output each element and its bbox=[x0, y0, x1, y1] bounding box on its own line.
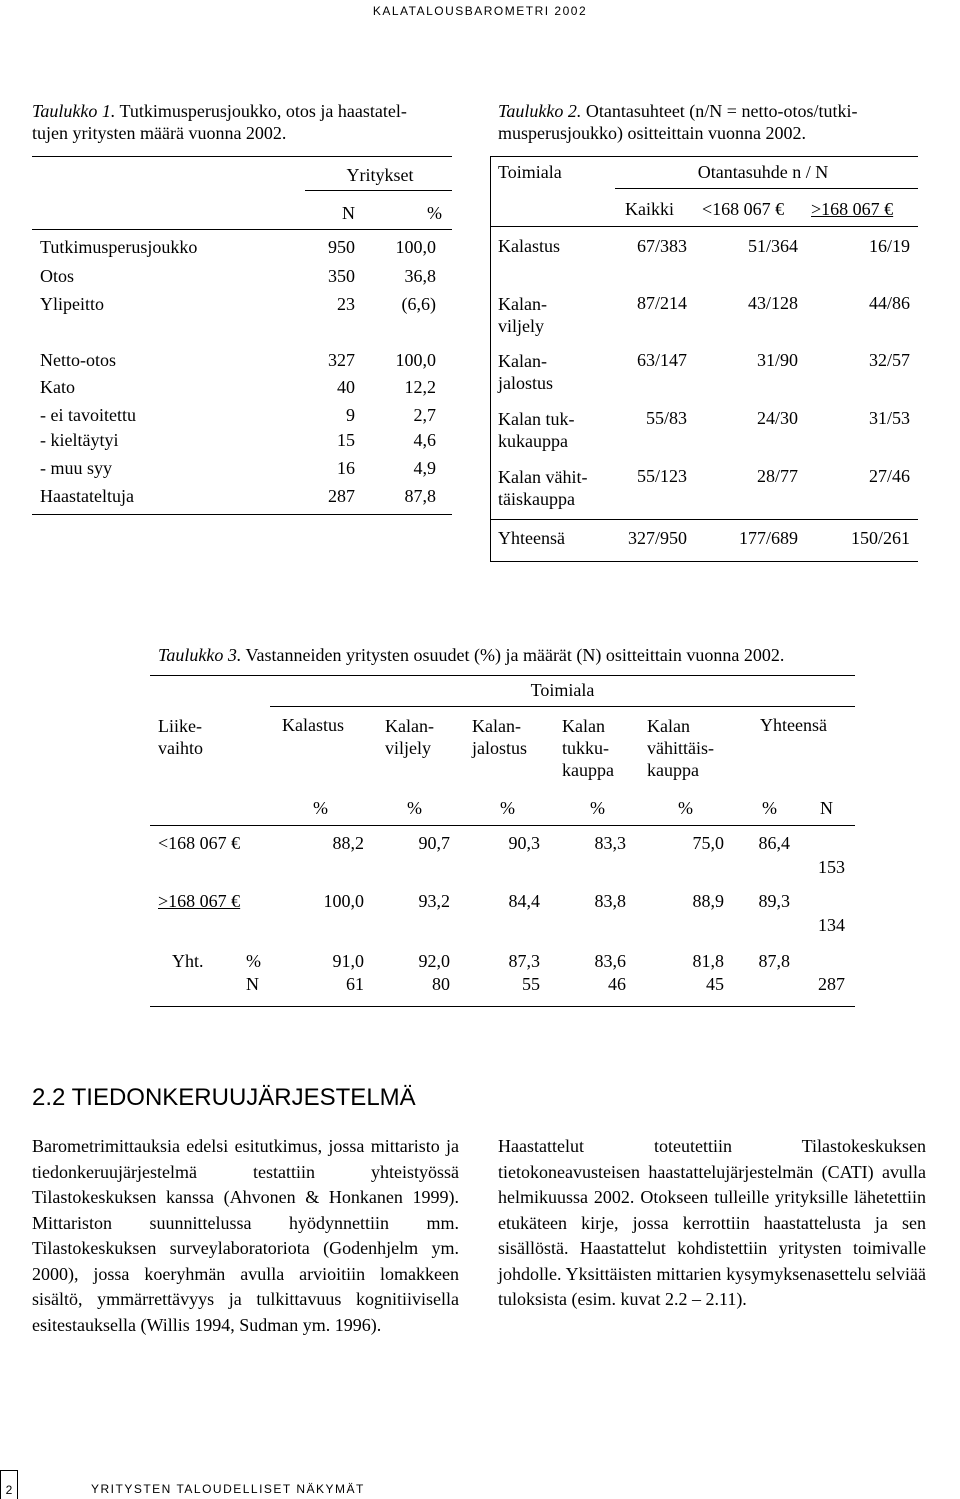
section-title: TIEDONKERUUJÄRJESTELMÄ bbox=[71, 1084, 416, 1111]
table3-col-kalastus: Kalastus bbox=[282, 715, 344, 735]
table2-caption-line1: Otantasuhteet (n/N = netto-otos/tutki- bbox=[585, 101, 858, 121]
table1-row-label: Haastateltuja bbox=[40, 486, 134, 506]
table2-row-small: 51/364 bbox=[747, 236, 798, 256]
table1-row-label: - muu syy bbox=[40, 458, 112, 478]
table2-row-large: 16/19 bbox=[868, 236, 910, 256]
table3-total-n-label: N bbox=[246, 974, 259, 994]
table2-row-small: 31/90 bbox=[756, 350, 798, 370]
table3-row-label: >168 067 € bbox=[158, 891, 241, 911]
footer-text: YRITYSTEN TALOUDELLISET NÄKYMÄT bbox=[91, 1482, 365, 1496]
table3-cell: 46 bbox=[608, 974, 626, 994]
table2-total-label: Yhteensä bbox=[498, 528, 565, 548]
table2-col-large: >168 067 € bbox=[811, 199, 894, 219]
table3-unit: % bbox=[678, 798, 693, 818]
table1-row-n: 350 bbox=[328, 266, 355, 286]
table2-row-label: Kalan tuk- kukauppa bbox=[498, 409, 575, 451]
table1-caption-line2: tujen yritysten määrä vuonna 2002. bbox=[32, 123, 287, 143]
table3-cell: 88,2 bbox=[332, 833, 364, 853]
table2-total-large: 150/261 bbox=[850, 528, 910, 548]
table3-total-pct-label: % bbox=[246, 951, 261, 971]
table3-cell: 87,3 bbox=[508, 951, 540, 971]
table3-top-rule bbox=[150, 675, 855, 676]
table1-caption-label: Taulukko 1. bbox=[32, 101, 116, 121]
table2-bottom-rule bbox=[490, 561, 918, 562]
table3-cell: 88,9 bbox=[692, 891, 724, 911]
table3-cell: 84,4 bbox=[508, 891, 540, 911]
table1-row-n: 327 bbox=[328, 350, 355, 370]
table1-row-pct: 12,2 bbox=[404, 377, 436, 397]
table2-row-kaikki: 55/83 bbox=[645, 408, 687, 428]
table3-col-jalostus: Kalan- jalostus bbox=[472, 716, 528, 758]
table3-cell: 92,0 bbox=[418, 951, 450, 971]
table1-row-n: 40 bbox=[337, 377, 355, 397]
table2-row-kaikki: 87/214 bbox=[636, 293, 687, 313]
table2-row-small: 28/77 bbox=[756, 466, 798, 486]
table1-row-n: 23 bbox=[337, 294, 355, 314]
table3-caption-label: Taulukko 3. bbox=[158, 645, 242, 665]
table1-row-label: - kieltäytyi bbox=[40, 430, 119, 450]
table3-cell: 90,7 bbox=[418, 833, 450, 853]
table3-unit: % bbox=[407, 798, 422, 818]
table1-row-label: - ei tavoitettu bbox=[40, 405, 136, 425]
table1-row-pct: 100,0 bbox=[395, 237, 436, 257]
table1-group-header: Yritykset bbox=[346, 165, 414, 185]
table3-header-rule bbox=[150, 825, 855, 826]
table3-unit: N bbox=[820, 798, 833, 818]
table3-total-label: Yht. bbox=[172, 951, 204, 971]
table3-unit: % bbox=[590, 798, 605, 818]
table1-col-pct: % bbox=[427, 203, 442, 223]
table2-row-large: 31/53 bbox=[868, 408, 910, 428]
table1-row-n: 9 bbox=[346, 405, 355, 425]
table2-header-rule bbox=[490, 226, 918, 227]
table3-unit: % bbox=[500, 798, 515, 818]
table1-row-pct: 36,8 bbox=[404, 266, 436, 286]
table3-cell: 75,0 bbox=[692, 833, 724, 853]
table3-cell: 91,0 bbox=[332, 951, 364, 971]
table2-caption-line2: musperusjoukko) ositteittain vuonna 2002. bbox=[498, 123, 806, 143]
table3-cell-n: 153 bbox=[818, 857, 845, 877]
table3-caption-text: Vastanneiden yritysten osuudet (%) ja määrät (N) ositteittain vuonna 2002. bbox=[245, 645, 785, 665]
table2-total-rule bbox=[490, 519, 918, 520]
table2-group-header: Otantasuhde n / N bbox=[697, 162, 829, 182]
table2-row-small: 43/128 bbox=[747, 293, 798, 313]
table3-cell: 80 bbox=[432, 974, 450, 994]
running-header: KALATALOUSBAROMETRI 2002 bbox=[372, 4, 588, 18]
section-heading bbox=[32, 1084, 416, 1112]
table2-col-toimiala: Toimiala bbox=[498, 162, 562, 182]
table1-row-n: 15 bbox=[337, 430, 355, 450]
table2-caption-label: Taulukko 2. bbox=[498, 101, 582, 121]
page-number: 2 bbox=[5, 1483, 13, 1497]
table1-row-pct: 4,6 bbox=[413, 430, 436, 450]
table3-unit: % bbox=[762, 798, 777, 818]
table2-col-kaikki: Kaikki bbox=[625, 199, 674, 219]
table3-cell: 93,2 bbox=[418, 891, 450, 911]
table1-caption-line1: Tutkimusperusjoukko, otos ja haastatel- bbox=[119, 101, 407, 121]
table1-bottom-rule bbox=[32, 514, 452, 515]
table1-row-pct: (6,6) bbox=[401, 294, 436, 314]
table3-unit: % bbox=[313, 798, 328, 818]
table1-header-rule bbox=[32, 229, 452, 230]
table3-cell: 89,3 bbox=[758, 891, 790, 911]
table2-row-label: Kalan- viljely bbox=[498, 294, 547, 336]
table1-row-label: Ylipeitto bbox=[40, 294, 104, 314]
table3-cell-n: 134 bbox=[818, 915, 845, 935]
table3-row-header: Liike- vaihto bbox=[158, 716, 203, 758]
section-number: 2.2 bbox=[32, 1084, 66, 1111]
table3-col-yhteensa: Yhteensä bbox=[760, 715, 827, 735]
table2-row-large: 32/57 bbox=[868, 350, 910, 370]
table1-row-n: 950 bbox=[328, 237, 355, 257]
table1-top-rule bbox=[32, 156, 452, 157]
table3-cell: 83,3 bbox=[594, 833, 626, 853]
table2-col-small: <168 067 € bbox=[702, 199, 785, 219]
table1-row-pct: 2,7 bbox=[413, 405, 436, 425]
table1-row-label: Kato bbox=[40, 377, 75, 397]
table3-cell: 287 bbox=[818, 974, 845, 994]
table3-cell: 90,3 bbox=[508, 833, 540, 853]
table2-total-kaikki: 327/950 bbox=[627, 528, 687, 548]
table3-cell: 87,8 bbox=[758, 951, 790, 971]
table1-row-label: Otos bbox=[40, 266, 75, 286]
table2-row-small: 24/30 bbox=[756, 408, 798, 428]
table1-group-rule bbox=[305, 190, 452, 191]
table2-row-kaikki: 67/383 bbox=[636, 236, 687, 256]
table3-bottom-rule bbox=[150, 1006, 855, 1007]
table2-row-label: Kalastus bbox=[498, 236, 560, 256]
table3-cell: 100,0 bbox=[323, 891, 364, 911]
table3-col-vahittaiskauppa: Kalan vähittäis- kauppa bbox=[647, 716, 714, 780]
table2-total-small: 177/689 bbox=[738, 528, 798, 548]
table3-col-viljely: Kalan- viljely bbox=[385, 716, 434, 758]
page-number-box bbox=[0, 1470, 18, 1499]
table3-group-rule bbox=[270, 706, 855, 707]
table2-top-rule bbox=[490, 156, 918, 157]
table3-cell: 55 bbox=[522, 974, 540, 994]
table3-cell: 61 bbox=[346, 974, 364, 994]
table3-cell: 81,8 bbox=[692, 951, 724, 971]
table3-col-tukkukauppa: Kalan tukku- kauppa bbox=[562, 716, 614, 780]
table1-row-n: 287 bbox=[328, 486, 355, 506]
table3-row-label: <168 067 € bbox=[158, 833, 241, 853]
table3-group-header: Toimiala bbox=[530, 680, 595, 700]
table1-row-label: Netto-otos bbox=[40, 350, 116, 370]
table1-row-pct: 87,8 bbox=[404, 486, 436, 506]
table2-caption bbox=[498, 100, 857, 144]
table1-row-label: Tutkimusperusjoukko bbox=[40, 237, 198, 257]
table3-cell: 83,6 bbox=[594, 951, 626, 971]
paragraph-left: Barometrimittauksia edelsi esitutkimus, jossa mittaristo ja tiedonkeruujärjestelmä testattiin yhteistyössä Tilastokeskuksen kanssa (Ahvonen & Honkanen 1999). Mittariston suunnittelussa hyödynnettiin mm. Tilastokeskuksen surveylaboratoriota (Godenhjelm ym. 2000), jossa koeryhmän avulla arvioitiin lomakkeen sisältö, ymmärrettävyys ja tulkittavuus kognitiivisella esitestauksella (Willis 1994, Sudman ym. 1996). bbox=[32, 1136, 459, 1335]
table2-row-large: 27/46 bbox=[868, 466, 910, 486]
table2-row-label: Kalan vähit- täiskauppa bbox=[498, 467, 588, 509]
table1-col-n: N bbox=[342, 203, 355, 223]
table3-caption bbox=[158, 644, 784, 666]
table2-left-rule bbox=[490, 156, 491, 562]
table1-row-pct: 4,9 bbox=[413, 458, 436, 478]
table3-cell: 83,8 bbox=[594, 891, 626, 911]
table1-caption bbox=[32, 100, 407, 144]
table2-row-large: 44/86 bbox=[868, 293, 910, 313]
table1-row-pct: 100,0 bbox=[395, 350, 436, 370]
table2-row-kaikki: 55/123 bbox=[636, 466, 687, 486]
table3-cell: 45 bbox=[706, 974, 724, 994]
table2-group-rule bbox=[615, 188, 918, 189]
table2-row-label: Kalan- jalostus bbox=[498, 351, 554, 393]
paragraph-right: Haastattelut toteutettiin Tilastokeskuksen tietokoneavusteisen haastattelujärjestelmän (CATI) avulla helmikuussa 2002. Otokseen tulleille yrityksille lähetettiin etukäteen kirje, jossa kerrottiin haastattelusta ja sen sisällöstä. Haastattelut kohdistettiin yritysten toimivalle johdolle. Yksittäisten mittarien kysymyksenasettelu selviää tuloksista (esim. kuvat 2.2 – 2.11). bbox=[498, 1136, 926, 1309]
table1-row-n: 16 bbox=[337, 458, 355, 478]
table2-row-kaikki: 63/147 bbox=[636, 350, 687, 370]
table3-cell: 86,4 bbox=[758, 833, 790, 853]
